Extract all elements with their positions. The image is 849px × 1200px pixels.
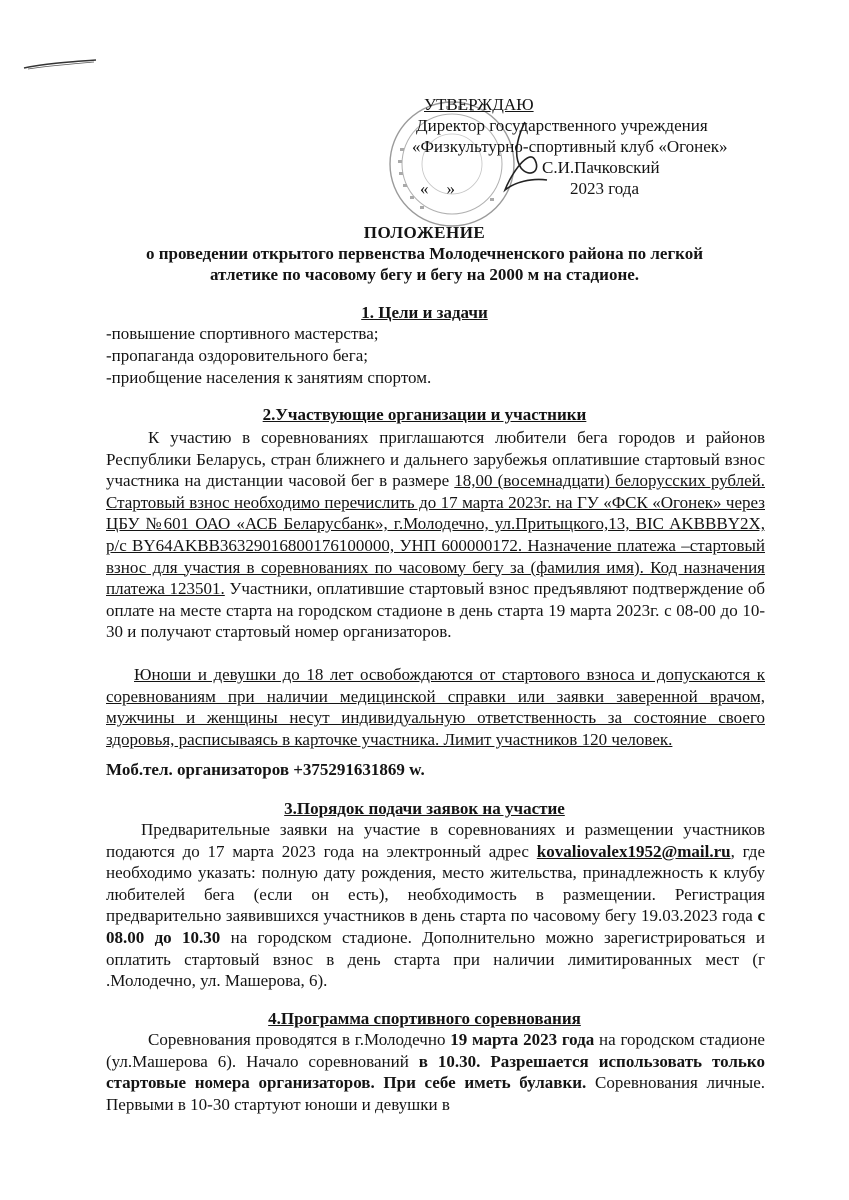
section-heading-program: 4.Программа спортивного соревнования [268, 1009, 581, 1028]
applications-paragraph: Предварительные заявки на участие в соревнованиях и размещении участников подаются до 17 марта 2023 года на электронный адрес kovaliovalex1952@mail.ru, где необходимо указать: полную дату рождения, место жительства, принадлежность к клубу любителей бега (если он есть), необходимость в размещении. Регистрация предварительно заявившихся участников в день старта по часовому бегу 19.03.2023 года с 08.00 до 10.30 на городском стадионе. Дополнительно можно зарегистрироваться и оплатить стартовый взнос в день старта при наличии лимитированных мест (г .Молодечно, ул. Машерова, 6). [106, 820, 765, 991]
approval-date-line [392, 178, 772, 199]
section-heading-applications: 3.Порядок подачи заявок на участие [284, 799, 565, 818]
quote-close: » [446, 179, 455, 198]
goals-list [106, 323, 431, 389]
email-link[interactable]: kovaliovalex1952@mail.ru [536, 841, 731, 861]
approval-director: Директор государственного учреждения [416, 116, 708, 135]
document-title: ПОЛОЖЕНИЕ [363, 223, 486, 242]
program-paragraph: Соревнования проводятся в г.Молодечно 19 марта 2023 года на городском стадионе (ул.Машерова 6). Начало соревнований в 10.30. Разрешается использовать только стартовые номера организаторов. При себе иметь булавки. Соревнования личные. Первыми в 10-30 стартуют юноши и девушки в [106, 1030, 765, 1114]
approve-word: УТВЕРЖДАЮ [424, 95, 534, 114]
section-heading-participants: 2.Участвующие организации и участники [262, 405, 587, 424]
document-subtitle-line2: атлетике по часовому бегу и бегу на 2000 м на стадионе. [209, 265, 640, 284]
scan-mark [22, 58, 98, 70]
event-date: 19 марта 2023 года [450, 1030, 595, 1049]
fee-amount: 18,00 (восемнадцати) белорусских рублей. [454, 471, 765, 491]
registration-time: с 08.00 до 10.30 [106, 906, 765, 947]
approval-organization: «Физкультурно-спортивный клуб «Огонек» [412, 137, 728, 156]
approval-year: 2023 года [570, 179, 640, 198]
organizers-phone: Моб.тел. организаторов +375291631869 w. [106, 760, 425, 779]
section-heading-goals: 1. Цели и задачи [361, 303, 488, 322]
participants-paragraph: К участию в соревнованиях приглашаются любители бега городов и районов Республики Беларусь, стран ближнего и дальнего зарубежья оплатившие стартовый взнос участника на дистанции часовой бег в размере 18,00 (восемнадцати) белорусских рублей. Стартовый взнос необходимо перечислить до 17 марта 2023г. на ГУ «ФСК «Огонек» через ЦБУ №601 ОАО «АСБ Беларусбанк», г.Молодечно, ул.Притыцкого,13, BIC AKBBBY2X, р/с BY64AKBB36329016800176100000, УНП 600000172. Назначение платежа –стартовый взнос для участия в соревнованиях по часовому бегу за (фамилия имя). Код назначения платежа 123501. Участники, оплатившие стартовый взнос предъявляют подтверждение об оплате на месте старта на городском стадионе в день старта 19 марта 2023г. с 08-00 до 10-30 и получают стартовый номер организаторов. [106, 428, 766, 642]
list-item: -пропаганда оздоровительного бега; [106, 346, 368, 365]
payment-details: Стартовый взнос необходимо перечислить до 17 марта 2023г. на ГУ «ФСК «Огонек» через ЦБУ №601 ОАО «АСБ Беларусбанк», г.Молодечно, ул.Притыцкого,13, BIC AKBBBY2X, р/с BY64AKBB36329016800176100000, УНП 600000172. Назначение платежа –стартовый взнос для участия в соревнованиях по часовому бегу за (фамилия имя). Код назначения платежа 123501. [106, 492, 765, 599]
youth-paragraph: Юноши и девушки до 18 лет освобождаются от стартового взноса и допускаются к соревнованиям при наличии медицинской справки или заявки заверенной врачом, мужчины и женщины несут индивидуальную ответственность за состояние своего здоровья, расписываясь в карточке участника. Лимит участников 120 человек. [106, 665, 765, 749]
start-rules: в 10.30. Разрешается использовать только стартовые номера организаторов. При себе иметь булавки. [106, 1051, 765, 1093]
approval-block [392, 94, 772, 199]
approval-name: С.И.Пачковский [542, 158, 660, 177]
quote-open: « [420, 179, 429, 198]
list-item: -приобщение населения к занятиям спортом. [106, 368, 432, 387]
list-item: -повышение спортивного мастерства; [106, 324, 379, 343]
document-subtitle-line1: о проведении открытого первенства Молодечненского района по легкой [145, 244, 704, 263]
